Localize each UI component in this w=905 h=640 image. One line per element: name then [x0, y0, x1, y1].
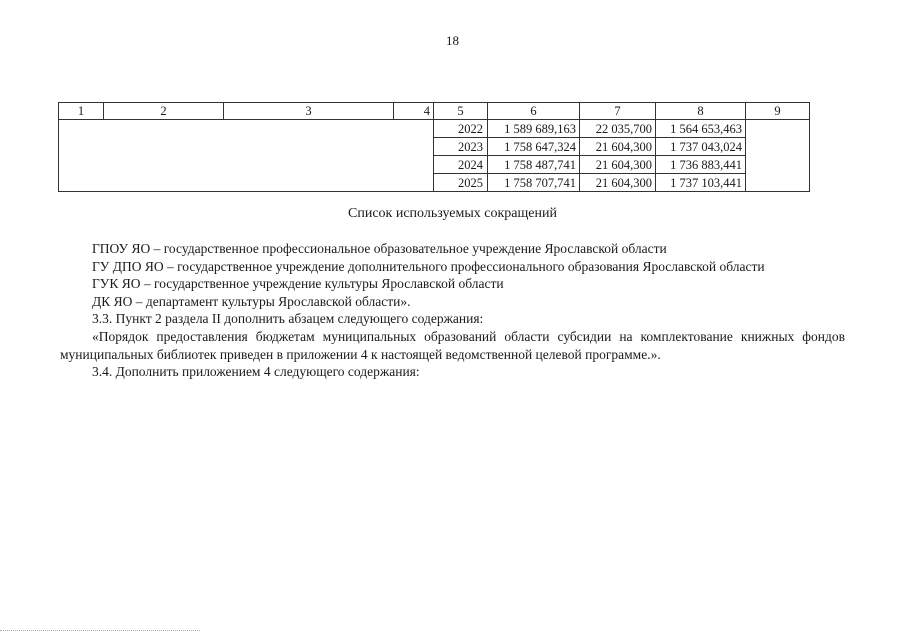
total-cell: 1 589 689,163 — [488, 120, 580, 138]
funding-cell-7: 21 604,300 — [580, 174, 656, 192]
table-header-cell: 5 — [434, 103, 488, 120]
table-row — [59, 120, 810, 138]
total-cell: 1 758 707,741 — [488, 174, 580, 192]
table-header-cell: 6 — [488, 103, 580, 120]
year-cell: 2024 — [434, 156, 488, 174]
funding-cell-8: 1 737 103,441 — [656, 174, 746, 192]
funding-cell-7: 22 035,700 — [580, 120, 656, 138]
funding-cell-7: 21 604,300 — [580, 138, 656, 156]
table-header-cell: 1 — [59, 103, 104, 120]
table-header-cell: 9 — [746, 103, 810, 120]
body-text — [60, 240, 845, 381]
amendment-paragraph: 3.4. Дополнить приложением 4 следующего содержания: — [92, 364, 420, 380]
table-header-cell: 4 — [394, 103, 434, 120]
abbreviation-paragraph: ГУК ЯО – государственное учреждение культуры Ярославской области — [92, 276, 504, 292]
abbreviation-paragraph: ГУ ДПО ЯО – государственное учреждение дополнительного профессионального образования Ярославской области — [92, 258, 765, 274]
section-title: Список используемых сокращений — [348, 206, 557, 221]
table-header-cell: 2 — [104, 103, 224, 120]
funding-cell-8: 1 736 883,441 — [656, 156, 746, 174]
funding-cell-8: 1 737 043,024 — [656, 138, 746, 156]
total-cell: 1 758 487,741 — [488, 156, 580, 174]
abbreviation-paragraph: ГПОУ ЯО – государственное профессиональное образовательное учреждение Ярославской области — [92, 241, 667, 256]
year-cell: 2022 — [434, 120, 488, 138]
empty-cell-9 — [746, 120, 810, 192]
amendment-paragraph: 3.3. Пункт 2 раздела II дополнить абзацем следующего содержания: — [92, 311, 484, 327]
year-cell: 2023 — [434, 138, 488, 156]
year-cell: 2025 — [434, 174, 488, 192]
amendment-paragraph: «Порядок предоставления бюджетам муниципальных образований области субсидии на комплектование книжных фондов муниципальных библиотек приведен в приложении 4 к настоящей ведомственной целевой программе.». — [60, 328, 845, 362]
table-header-cell: 8 — [656, 103, 746, 120]
page-number: 18 — [446, 33, 459, 48]
budget-table — [58, 102, 810, 192]
table-header-cell: 3 — [224, 103, 394, 120]
footer-divider — [0, 630, 200, 631]
funding-cell-7: 21 604,300 — [580, 156, 656, 174]
merged-empty-cell — [59, 120, 434, 192]
table-header-row — [59, 103, 810, 120]
funding-cell-8: 1 564 653,463 — [656, 120, 746, 138]
abbreviation-paragraph: ДК ЯО – департамент культуры Ярославской области». — [92, 293, 411, 309]
total-cell: 1 758 647,324 — [488, 138, 580, 156]
table-header-cell: 7 — [580, 103, 656, 120]
